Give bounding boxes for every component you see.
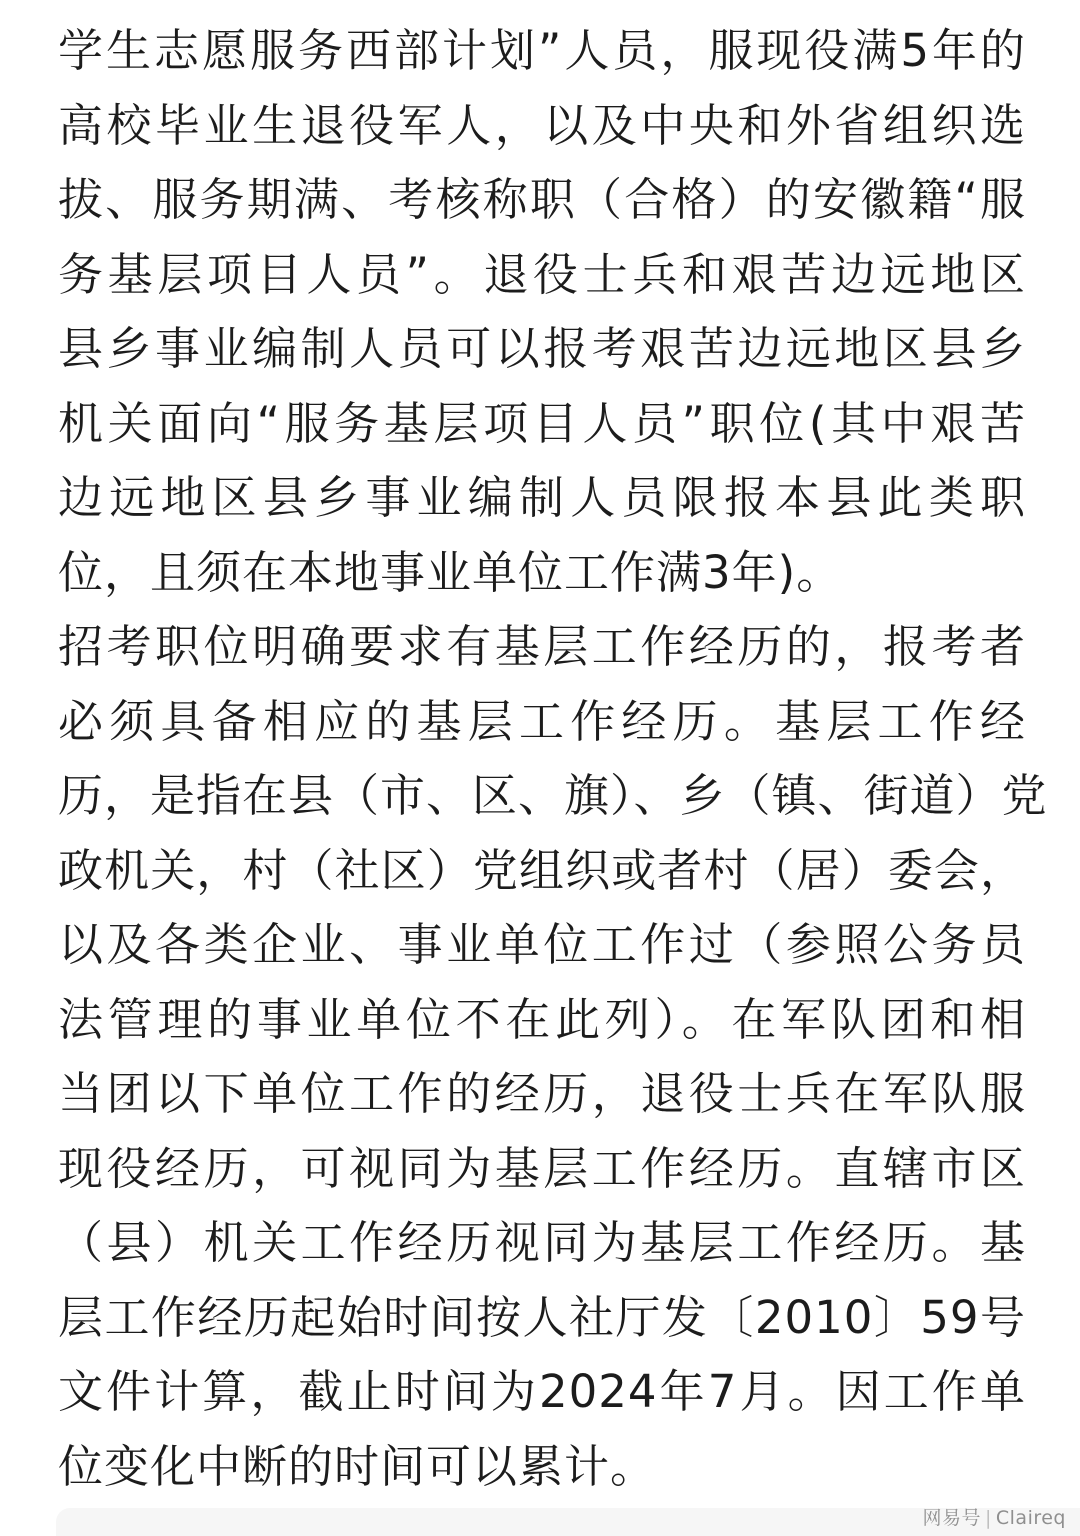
- watermark-author: Claireq: [995, 1507, 1066, 1529]
- watermark-platform: 网易号: [922, 1507, 981, 1529]
- text-line: 位，且须在本地事业单位工作满3年)。: [58, 545, 843, 599]
- text-line: 位变化中断的时间可以累计。: [58, 1439, 657, 1493]
- text-line: 现役经历，可视同为基层工作经历。直辖市区: [58, 1141, 1026, 1195]
- text-line: 招考职位明确要求有基层工作经历的，报考者: [58, 620, 1026, 673]
- text-line: 务基层项目人员”。退役士兵和艰苦边远地区: [58, 247, 1026, 301]
- text-line: 文件计算，截止时间为2024年7月。因工作单: [58, 1365, 1026, 1418]
- text-line: （县）机关工作经历视同为基层工作经历。基: [58, 1216, 1026, 1269]
- text-line: 法管理的事业单位不在此列）。在军队团和相: [58, 992, 1026, 1046]
- text-line: 必须具备相应的基层工作经历。基层工作经: [58, 694, 1026, 748]
- watermark: [922, 1503, 1066, 1530]
- article-body: [58, 14, 1048, 1504]
- text-line: 机关面向“服务基层项目人员”职位(其中艰苦: [58, 396, 1026, 450]
- text-line: 学生志愿服务西部计划”人员，服现役满5年的: [58, 24, 1026, 77]
- text-line: 以及各类企业、事业单位工作过（参照公务员: [58, 918, 1026, 971]
- text-line: 拔、服务期满、考核称职（合格）的安徽籍“服: [58, 173, 1026, 226]
- text-line: 当团以下单位工作的经历，退役士兵在军队服: [58, 1067, 1026, 1120]
- paragraph-1: [58, 14, 1026, 610]
- text-line: 层工作经历起始时间按人社厅发〔2010〕59号: [58, 1290, 1026, 1344]
- text-line: 县乡事业编制人员可以报考艰苦边远地区县乡: [58, 322, 1026, 375]
- text-line: 高校毕业生退役军人，以及中央和外省组织选: [58, 98, 1026, 152]
- watermark-separator: |: [984, 1507, 992, 1529]
- paragraph-2: [58, 610, 1048, 1504]
- text-line: 边远地区县乡事业编制人员限报本县此类职: [58, 471, 1026, 524]
- text-line: 政机关，村（社区）党组织或者村（居）委会，: [58, 843, 1026, 897]
- text-line: 历，是指在县（市、区、旗）、乡（镇、街道）党: [58, 769, 1048, 822]
